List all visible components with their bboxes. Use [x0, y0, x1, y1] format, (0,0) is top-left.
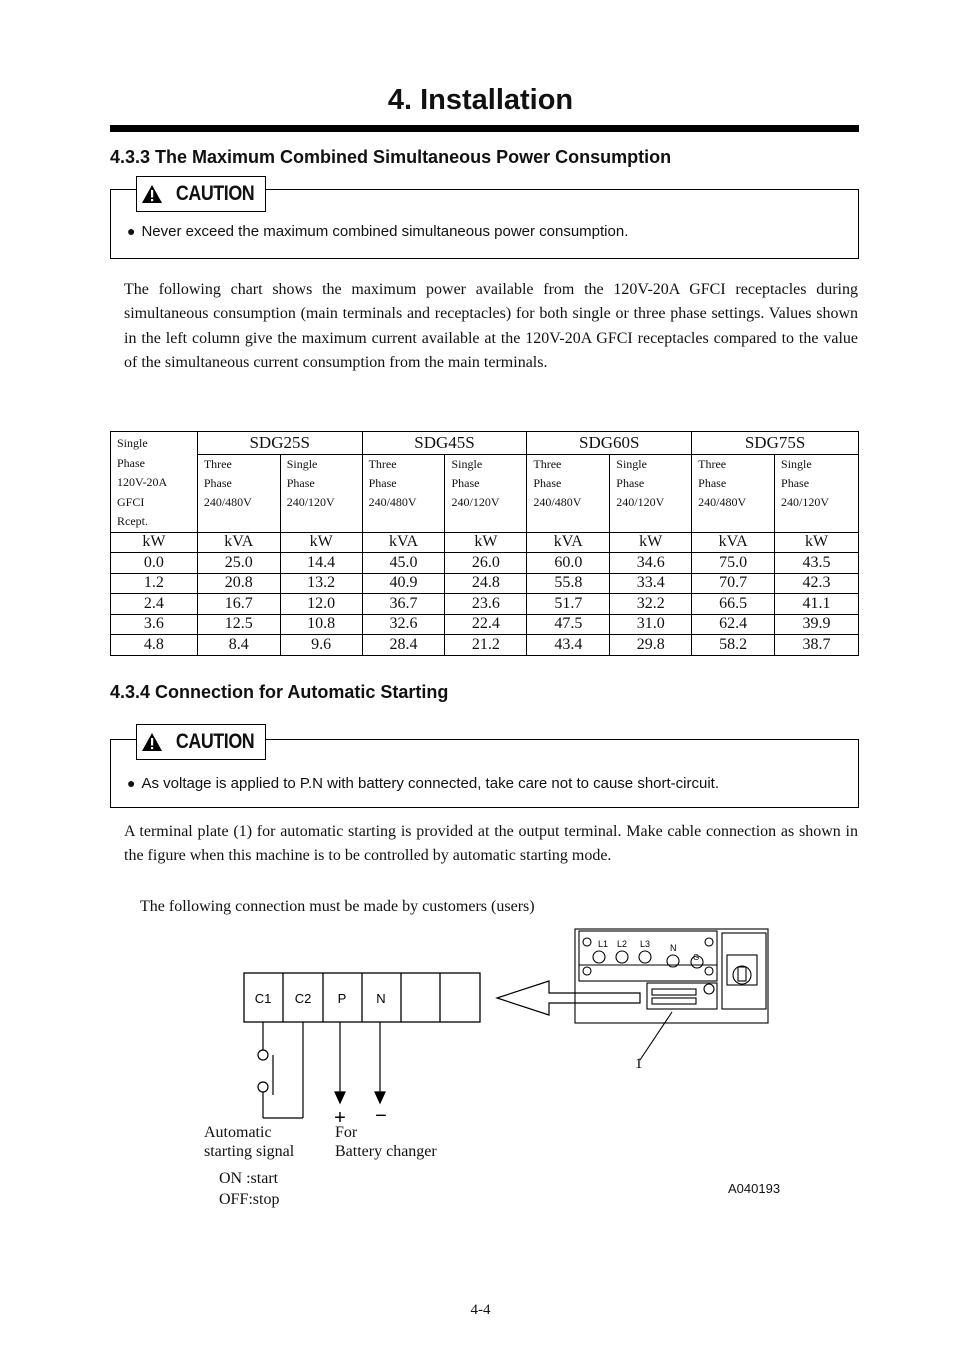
- panel-label-l2: L2: [617, 939, 628, 949]
- table-cell: 24.8: [445, 573, 527, 594]
- caption-battery-changer: Battery changer: [335, 1143, 437, 1160]
- phase-header-single: Single Phase 240/120V: [280, 455, 362, 532]
- table-cell: 36.7: [362, 594, 445, 615]
- panel-label-g: G: [693, 953, 700, 962]
- model-header: SDG45S: [362, 432, 527, 455]
- table-cell: 41.1: [775, 594, 859, 615]
- table-cell: 66.5: [692, 594, 775, 615]
- table-cell: 32.2: [610, 594, 692, 615]
- table-cell: 2.4: [111, 594, 198, 615]
- section-heading-434: 4.3.4 Connection for Automatic Starting: [110, 682, 449, 702]
- page-number: 4-4: [470, 1302, 491, 1318]
- paragraph-434: A terminal plate (1) for automatic starting is provided at the output terminal. Make cable connection as shown in the figure when this machine is to be controlled by automatic starting mode.: [124, 823, 858, 865]
- unit-cell: kVA: [197, 532, 280, 553]
- table-cell: 20.8: [197, 573, 280, 594]
- table-cell: 16.7: [197, 594, 280, 615]
- caution-message-text: Never exceed the maximum combined simultaneous power consumption.: [141, 223, 629, 240]
- terminal-p: P: [337, 991, 347, 1006]
- battery-wires: [335, 1022, 385, 1103]
- phase-header-single: Single Phase 240/120V: [775, 455, 859, 532]
- table-cell: 62.4: [692, 614, 775, 635]
- terminal-n: N: [376, 991, 386, 1006]
- table-cell: 12.0: [280, 594, 362, 615]
- unit-cell: kW: [111, 532, 198, 553]
- table-cell: 31.0: [610, 614, 692, 635]
- figure-code: A040193: [728, 1181, 781, 1196]
- table-cell: 0.0: [111, 553, 198, 574]
- table-cell: 25.0: [197, 553, 280, 574]
- unit-cell: kVA: [527, 532, 610, 553]
- table-cell: 10.8: [280, 614, 362, 635]
- table-cell: 12.5: [197, 614, 280, 635]
- table-cell: 23.6: [445, 594, 527, 615]
- table-cell: 1.2: [111, 573, 198, 594]
- table-cell: 32.6: [362, 614, 445, 635]
- caution-label: CAUTION: [175, 730, 255, 753]
- table-cell: 29.8: [610, 635, 692, 656]
- model-header: SDG60S: [527, 432, 692, 455]
- phase-header-three: Three Phase 240/480V: [197, 455, 280, 532]
- unit-cell: kVA: [362, 532, 445, 553]
- unit-cell: kW: [775, 532, 859, 553]
- table-cell: 34.6: [610, 553, 692, 574]
- terminal-c2: C2: [294, 991, 312, 1006]
- table-cell: 51.7: [527, 594, 610, 615]
- page-title: 4. Installation: [387, 84, 574, 116]
- pointer-arrow-icon: [497, 981, 640, 1015]
- caption-starting-signal: starting signal: [204, 1143, 295, 1160]
- caution-message-text: As voltage is applied to P.N with battery connected, take care not to cause short-circuit.: [141, 775, 719, 792]
- phase-header-single: Single Phase 240/120V: [445, 455, 527, 532]
- table-cell: 58.2: [692, 635, 775, 656]
- unit-cell: kW: [445, 532, 527, 553]
- switch-circuit: [258, 1022, 303, 1118]
- minus-sign: −: [375, 1105, 387, 1127]
- arrow-down-icon: [375, 1092, 385, 1103]
- table-cell: 47.5: [527, 614, 610, 635]
- caption-off-stop: OFF:stop: [219, 1191, 280, 1208]
- table-cell: 45.0: [362, 553, 445, 574]
- plus-sign: +: [334, 1107, 346, 1129]
- callout-number: 1: [635, 1056, 643, 1072]
- terminal-c1: C1: [254, 991, 272, 1006]
- panel-label-l1: L1: [598, 939, 609, 949]
- caution-label: CAUTION: [175, 182, 255, 205]
- table-cell: 42.3: [775, 573, 859, 594]
- caption-on-start: ON :start: [219, 1170, 279, 1187]
- table-cell: 33.4: [610, 573, 692, 594]
- table-cell: 43.4: [527, 635, 610, 656]
- table-cell: 43.5: [775, 553, 859, 574]
- bullet-icon: ●: [127, 775, 136, 791]
- table-cell: 75.0: [692, 553, 775, 574]
- terminal-strip: [244, 973, 480, 1022]
- panel-label-n: N: [670, 943, 677, 953]
- switch-contact-icon: [258, 1082, 268, 1092]
- table-cell: 55.8: [527, 573, 610, 594]
- switch-contact-icon: [258, 1050, 268, 1060]
- corner-cell: Single Phase 120V-20A GFCI Rcept.: [111, 432, 198, 533]
- table-cell: 14.4: [280, 553, 362, 574]
- panel-label-l3: L3: [640, 939, 651, 949]
- table-cell: 4.8: [111, 635, 198, 656]
- arrow-down-icon: [335, 1092, 345, 1103]
- unit-cell: kW: [610, 532, 692, 553]
- table-cell: 60.0: [527, 553, 610, 574]
- section-heading-433: 4.3.3 The Maximum Combined Simultaneous Power Consumption: [110, 147, 672, 167]
- paragraph-434-note: The following connection must be made by customers (users): [140, 898, 535, 915]
- phase-header-single: Single Phase 240/120V: [610, 455, 692, 532]
- model-header: SDG25S: [197, 432, 362, 455]
- unit-cell: kVA: [692, 532, 775, 553]
- phase-header-three: Three Phase 240/480V: [527, 455, 610, 532]
- table-cell: 38.7: [775, 635, 859, 656]
- table-cell: 70.7: [692, 573, 775, 594]
- table-cell: 22.4: [445, 614, 527, 635]
- table-cell: 40.9: [362, 573, 445, 594]
- unit-cell: kW: [280, 532, 362, 553]
- table-cell: 21.2: [445, 635, 527, 656]
- table-cell: 39.9: [775, 614, 859, 635]
- paragraph-433: The following chart shows the maximum power available from the 120V-20A GFCI receptacles during simultaneous consumption (main terminals and receptacles) for both single or three phase settings. Values shown in the left column give the maximum current available at the 120V-20A GFCI receptacles compared to the value of the simultaneous current consumption from the main terminals.: [124, 281, 858, 371]
- table-cell: 26.0: [445, 553, 527, 574]
- table-cell: 9.6: [280, 635, 362, 656]
- phase-header-three: Three Phase 240/480V: [362, 455, 445, 532]
- table-cell: 28.4: [362, 635, 445, 656]
- caption-for: For: [335, 1124, 358, 1141]
- caption-automatic: Automatic: [204, 1124, 272, 1141]
- table-cell: 8.4: [197, 635, 280, 656]
- table-cell: 3.6: [111, 614, 198, 635]
- model-header: SDG75S: [692, 432, 859, 455]
- phase-header-three: Three Phase 240/480V: [692, 455, 775, 532]
- bullet-icon: ●: [127, 223, 136, 239]
- table-cell: 13.2: [280, 573, 362, 594]
